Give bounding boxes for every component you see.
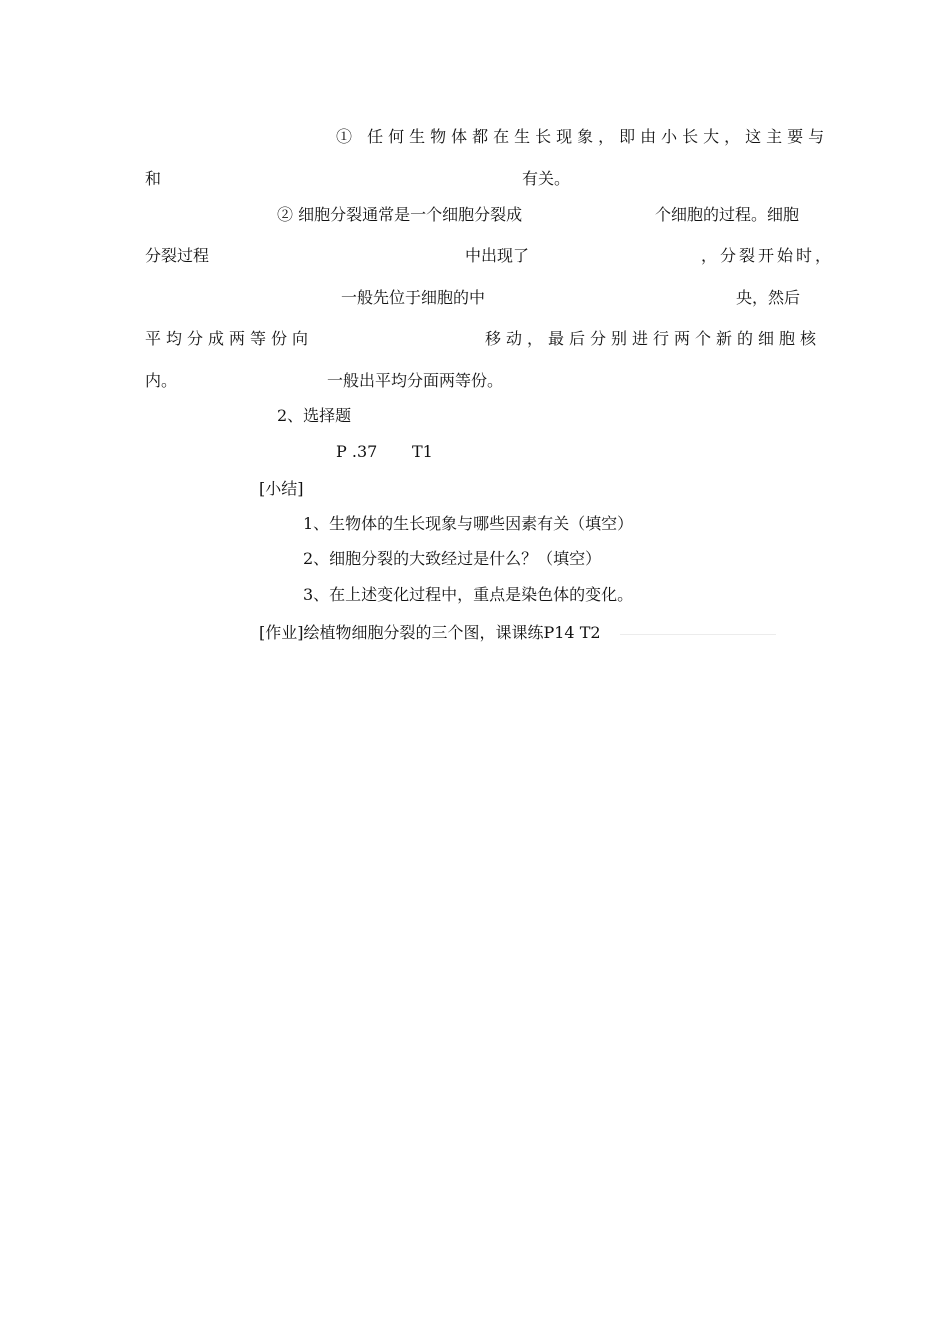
item1-youguan: 有关。 <box>522 169 571 188</box>
item2-pingjun: 平均分成两等份向 <box>145 329 314 348</box>
question2-ref-task: T1 <box>412 442 433 461</box>
item1-line1: ① 任何生物体都在生长现象，即由小长大，这主要与 <box>336 127 830 146</box>
item2-yibanchu: 一般出平均分面两等份。 <box>327 371 504 390</box>
summary-heading: [小结] <box>259 479 304 498</box>
faint-divider <box>620 634 776 635</box>
item2-part2: 个细胞的过程。细胞 <box>655 205 800 224</box>
summary-item-1: 1、生物体的生长现象与哪些因素有关（填空） <box>303 514 634 533</box>
item2-part1: ② 细胞分裂通常是一个细胞分裂成 <box>277 205 523 224</box>
item2-fenlieguocheng: 分裂过程 <box>145 246 210 265</box>
item2-zhongchuxianle: 中出现了 <box>465 246 530 265</box>
summary-item-3: 3、在上述变化过程中，重点是染色体的变化。 <box>303 585 634 604</box>
item2-yiban: 一般先位于细胞的中 <box>341 288 486 307</box>
question2-heading: 2、选择题 <box>277 406 352 425</box>
item2-yidong: 移动，最后分别进行两个新的细胞核 <box>485 329 822 348</box>
item2-nei: 内。 <box>145 371 178 390</box>
question2-ref-page: P .37 <box>336 442 378 461</box>
summary-item-2: 2、细胞分裂的大致经过是什么？（填空） <box>303 549 602 568</box>
homework-text: [作业]绘植物细胞分裂的三个图，课课练P14 T2 <box>259 623 601 642</box>
item2-yangranhou: 央，然后 <box>736 288 801 307</box>
item2-fenliekaishi: ，分裂开始时， <box>701 246 835 265</box>
item1-he: 和 <box>145 169 162 188</box>
